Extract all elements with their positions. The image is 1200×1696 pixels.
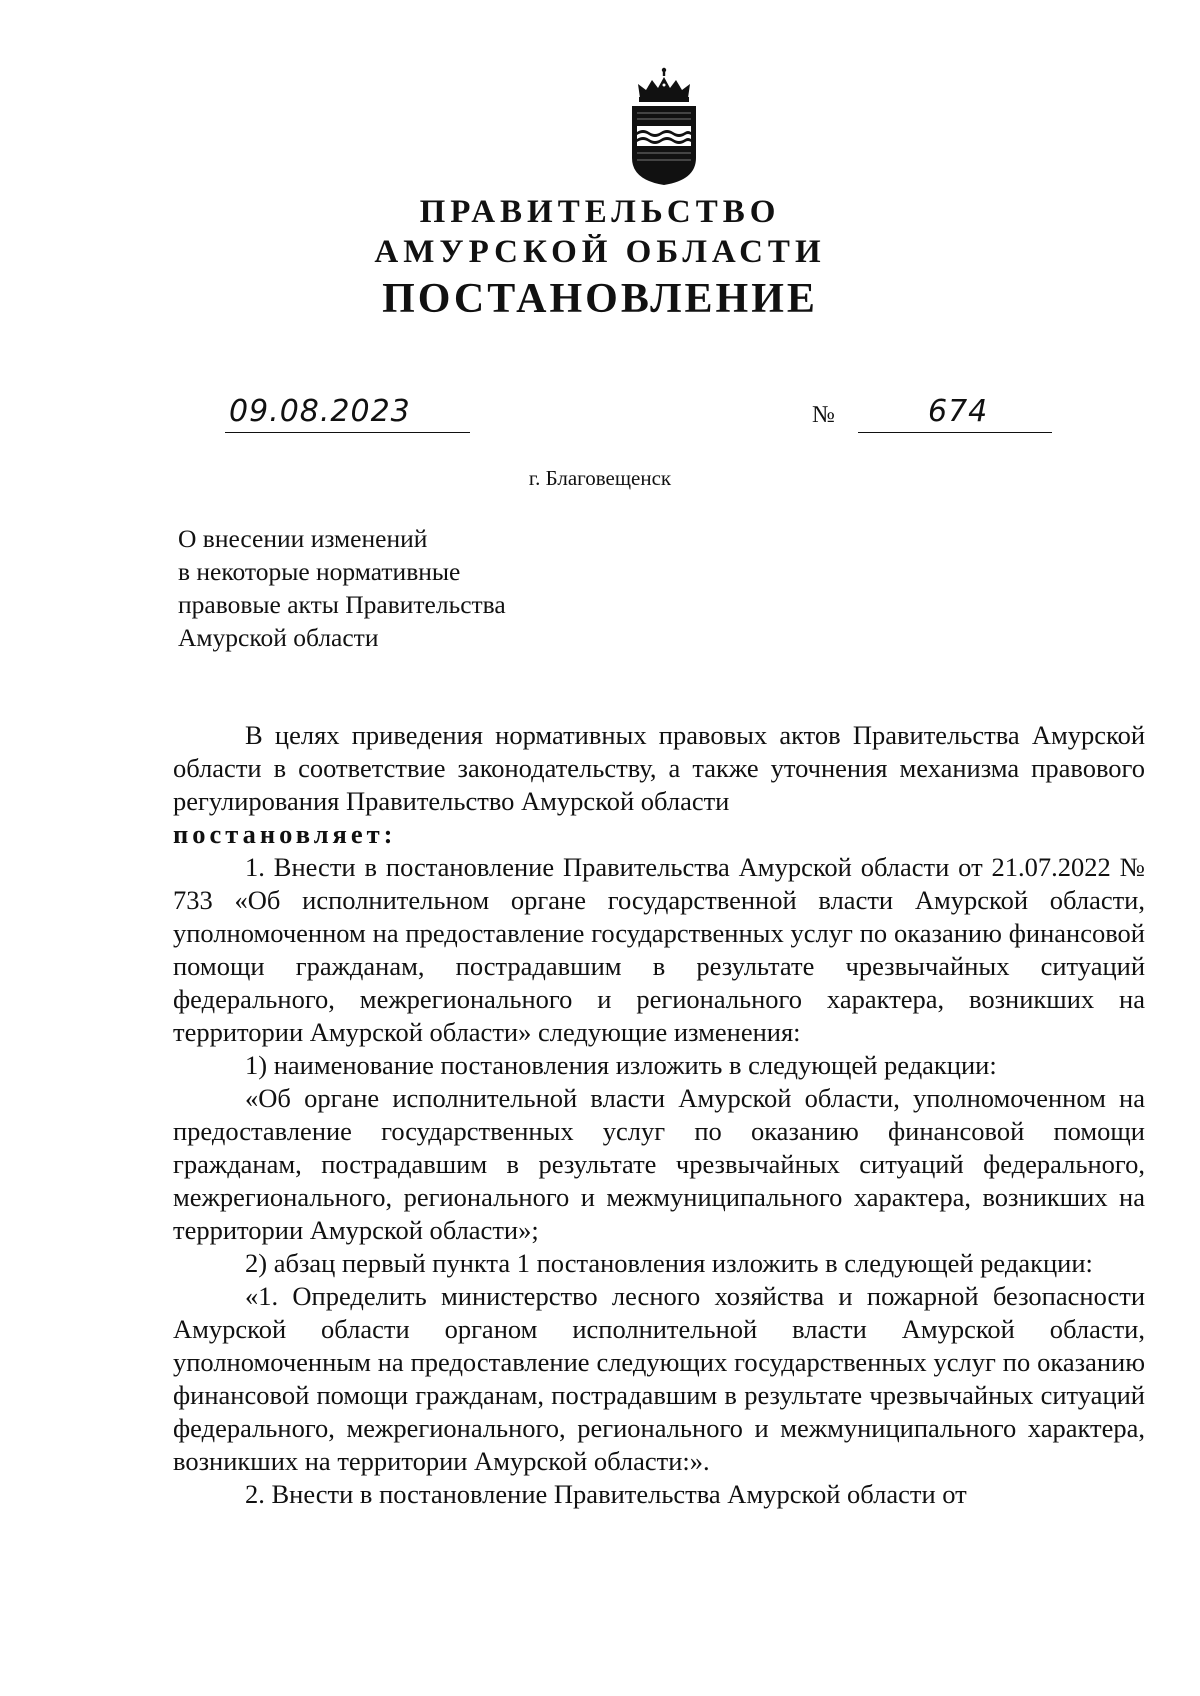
government-name-line-1: ПРАВИТЕЛЬСТВО (419, 194, 781, 230)
body-paragraph: 1) наименование постановления изложить в следующей редакции: (245, 1050, 997, 1080)
government-name-line-2: АМУРСКОЙ ОБЛАСТИ (374, 234, 826, 270)
body-paragraph: 2) абзац первый пункта 1 постановления изложить в следующей редакции: (245, 1248, 1093, 1278)
document-body (173, 719, 1145, 1511)
subject-line: правовые акты Правительства (178, 590, 506, 619)
resolves-line (173, 818, 1145, 851)
document-subject (178, 522, 506, 654)
amur-coat-of-arms-emblem (626, 66, 702, 186)
document-type-title: ПОСТАНОВЛЕНИЕ (382, 276, 818, 322)
city-of-issue: г. Благовещенск (528, 466, 672, 490)
subject-line: О внесении изменений (178, 524, 428, 553)
number-field (858, 394, 1052, 433)
resolves-word: постановляет: (173, 819, 397, 849)
body-paragraph: «Об органе исполнительной власти Амурской области, уполномоченном на предоставление государственных услуг по оказанию финансовой помощи гражданам, пострадавшим в результате чрезвычайных ситуаций федерального, межрегионального, регионального и межмуниципального характера, возникших на территории Амурской области»; (173, 1083, 1145, 1245)
body-paragraph: «1. Определить министерство лесного хозяйства и пожарной безопасности Амурской области органом исполнительной власти Амурской области, уполномоченным на предоставление следующих государственных услуг по оказанию финансовой помощи гражданам, пострадавшим в результате чрезвычайных ситуаций федерального, межрегионального, регионального и межмуниципального характера, возникших на территории Амурской области:». (173, 1281, 1145, 1476)
body-paragraph: 2. Внести в постановление Правительства Амурской области от (245, 1479, 967, 1509)
handwritten-number: 674 (928, 394, 989, 429)
handwritten-date: 09.08.2023 (229, 394, 411, 429)
body-paragraph: 1. Внести в постановление Правительства Амурской области от 21.07.2022 № 733 «Об исполнительном органе государственной власти Амурской области, уполномоченном на предоставление государственных услуг по оказанию финансовой помощи гражданам, пострадавшим в результате чрезвычайных ситуаций федерального, межрегионального и регионального характера, возникших на территории Амурской области» следующие изменения: (173, 852, 1145, 1047)
number-sign: № (812, 402, 835, 428)
preamble-paragraph: В целях приведения нормативных правовых актов Правительства Амурской области в соответствие законодательству, а также уточнения механизма правового регулирования Правительство Амурской области (173, 720, 1145, 816)
subject-line: Амурской области (178, 623, 379, 652)
subject-line: в некоторые нормативные (178, 557, 461, 586)
date-field (225, 394, 470, 433)
